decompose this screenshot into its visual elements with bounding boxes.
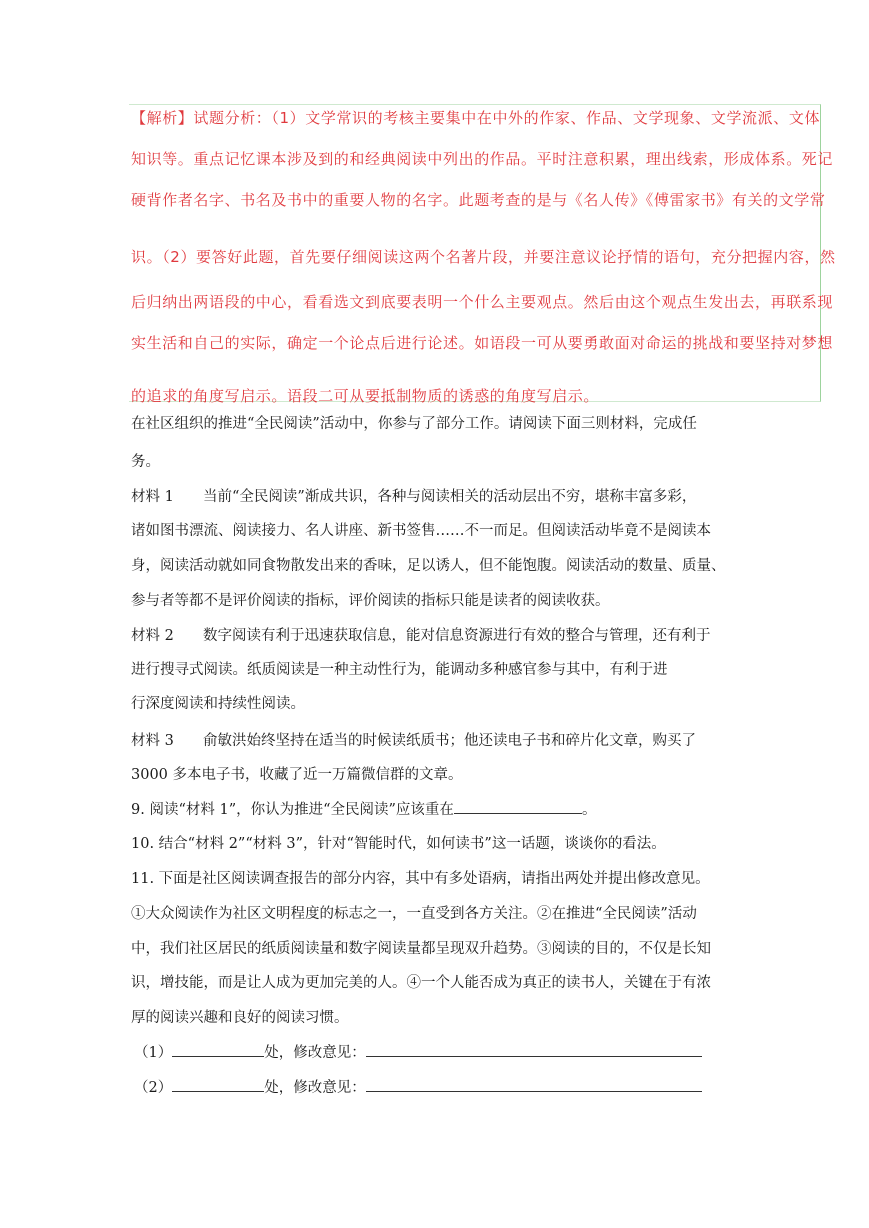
material-1-line: 参与者等都不是评价阅读的指标，评价阅读的指标只能是读者的阅读收获。 [131, 593, 610, 609]
question-11-line: 识，增技能，而是让人成为更加完美的人。④一个人能否成为真正的读书人，关键在于有浓 [131, 975, 711, 991]
question-9-end: 。 [581, 802, 597, 818]
material-3-line: 3000 多本电子书，收藏了近一万篇微信群的文章。 [131, 767, 463, 783]
answer-mid-text: 处，修改意见： [264, 1045, 366, 1061]
material-text: 数字阅读有利于迅速获取信息，能对信息资源进行有效的整合与管理，还有利于 [203, 628, 711, 644]
analysis-line: 识。（2）要答好此题，首先要仔细阅读这两个名著片段，并要注意议论抒情的语句，充分把握内容，然 [131, 248, 836, 266]
material-1-line: 身，阅读活动就如同食物散发出来的香味，足以诱人，但不能饱腹。阅读活动的数量、质量、 [131, 558, 726, 574]
answer-mid-text: 处，修改意见： [264, 1080, 366, 1096]
analysis-line: 后归纳出两语段的中心，看看选文到底要表明一个什么主要观点。然后由这个观点生发出去，再联系现 [131, 293, 834, 311]
answer-2-label: （2） [134, 1080, 173, 1096]
analysis-line: 【解析】试题分析：（1）文学常识的考核主要集中在中外的作家、作品、文学现象、文学流派、文体 [131, 109, 821, 127]
intro-line: 在社区组织的推进“全民阅读”活动中，你参与了部分工作。请阅读下面三则材料，完成任 [131, 416, 697, 432]
question-11-line: 厚的阅读兴趣和良好的阅读习惯。 [131, 1010, 349, 1026]
material-1-tag: 材料 1 [131, 489, 174, 505]
material-2-line: 进行搜寻式阅读。纸质阅读是一种主动性行为，能调动多种感官参与其中，有利于进 [131, 662, 668, 678]
question-9 [131, 798, 596, 819]
analysis-line: 的追求的角度写启示。语段二可从要抵制物质的诱惑的角度写启示。 [131, 387, 600, 405]
analysis-line: 实生活和自己的实际，确定一个论点后进行论述。如语段一可从要勇敢面对命运的挑战和要坚持对梦想 [131, 334, 834, 352]
material-3-line [131, 729, 696, 750]
answer-row-1 [134, 1041, 702, 1062]
material-1-line [131, 485, 696, 506]
question-9-text: 9. 阅读“材料 1”，你认为推进“全民阅读”应该重在 [131, 802, 454, 818]
material-2-line [131, 624, 711, 645]
analysis-line: 知识等。重点记忆课本涉及到的和经典阅读中列出的作品。平时注意积累，理出线索，形成体系。死记 [131, 150, 834, 168]
answer-blank[interactable] [454, 799, 582, 814]
answer-1-label: （1） [134, 1045, 173, 1061]
answer-blank[interactable] [172, 1077, 264, 1092]
material-3-tag: 材料 3 [131, 733, 174, 749]
answer-blank[interactable] [172, 1042, 264, 1057]
analysis-line: 硬背作者名字、书名及书中的重要人物的名字。此题考查的是与《名人传》《傅雷家书》有关的文学常 [131, 191, 826, 209]
answer-row-2 [134, 1076, 702, 1097]
material-1-line: 诸如图书漂流、阅读接力、名人讲座、新书签售……不一而足。但阅读活动毕竟不是阅读本 [131, 523, 711, 539]
question-11-line: 中，我们社区居民的纸质阅读量和数字阅读量都呈现双升趋势。③阅读的目的，不仅是长知 [131, 941, 711, 957]
question-11-line: ①大众阅读作为社区文明程度的标志之一，一直受到各方关注。②在推进“全民阅读”活动 [131, 906, 697, 922]
answer-blank[interactable] [366, 1042, 702, 1057]
answer-blank[interactable] [366, 1077, 702, 1092]
question-10: 10. 结合“材料 2”“材料 3”，针对“智能时代，如何读书”这一话题，谈谈你的看法。 [131, 836, 666, 852]
material-text: 俞敏洪始终坚持在适当的时候读纸质书；他还读电子书和碎片化文章，购买了 [203, 733, 696, 749]
material-text: 当前“全民阅读”渐成共识，各种与阅读相关的活动层出不穷，堪称丰富多彩， [203, 489, 697, 505]
material-2-tag: 材料 2 [131, 628, 174, 644]
question-11-line: 11. 下面是社区阅读调查报告的部分内容，其中有多处语病，请指出两处并提出修改意见。 [131, 871, 710, 887]
material-2-line: 行深度阅读和持续性阅读。 [131, 696, 305, 712]
intro-line: 务。 [131, 454, 160, 470]
